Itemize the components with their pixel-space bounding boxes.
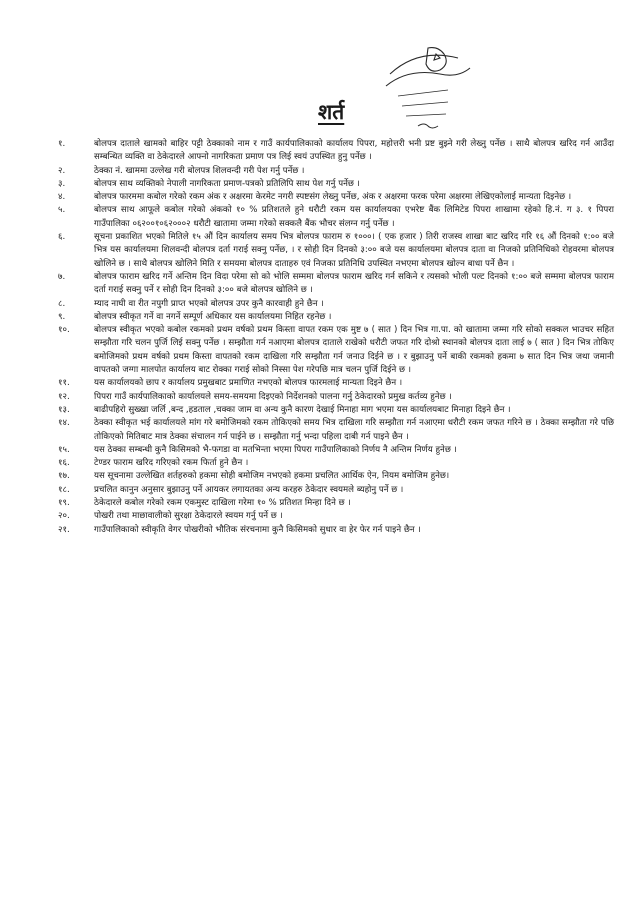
term-text: ठेक्का स्वीकृत भई कार्यालयले मांग गरे बमोजिमको रकम तोकिएको समय भित्र दाखिला गरि सम्झौता गर्न नआएमा धरौटी रकम जफत गरिने छ । ठेक्का सम्झौता गरे पछि तोकिएको मितिबाट मात्र ठेक्का संचालन गर्न पाईने छ । सम्झौता गर्नु भन्दा पहिला दाबी गर्न पाइने छैन । bbox=[94, 418, 614, 442]
term-number: १२. bbox=[58, 391, 70, 402]
term-number: ११. bbox=[58, 378, 70, 389]
term-number: ९. bbox=[58, 311, 66, 322]
term-item bbox=[58, 444, 614, 457]
term-number: २०. bbox=[58, 511, 70, 522]
term-item bbox=[58, 457, 614, 470]
term-item bbox=[58, 470, 614, 483]
term-number: १८. bbox=[58, 484, 70, 495]
term-text: गाउँपालिकाको स्वीकृति वेगर पोखरीको भौतिक संरचनामा कुनै किसिमको सुधार वा हेर फेर गर्न पाइने छैन । bbox=[94, 524, 421, 535]
term-number: १९. bbox=[58, 498, 70, 509]
term-item bbox=[58, 271, 614, 298]
term-item bbox=[58, 324, 614, 377]
term-text: यस कार्यालयको छाप र कार्यालय प्रमुखबाट प्रमाणित नभएको बोलपत्र फारमलाई मान्यता दिइने छैन । bbox=[94, 378, 403, 389]
term-number: १५. bbox=[58, 444, 70, 455]
term-number: २. bbox=[58, 165, 66, 176]
term-number: १६. bbox=[58, 458, 70, 469]
term-text: ठेकेदारले कबोल गरेको रकम एकमुस्ट दाखिला गरेमा १० % प्रतिशत मिन्हा दिने छ । bbox=[94, 498, 351, 509]
term-item bbox=[58, 484, 614, 497]
term-number: ७. bbox=[58, 271, 66, 282]
term-text: बोलपत्र फारममा कबोल गरेको रकम अंक र अक्षरमा केरमेट नगरी स्पष्टसंग लेख्नु पर्नेछ, अंक र अक्षरमा फरक परेमा अक्षरमा लेखिएकोलाई मान्यता दिइनेछ । bbox=[94, 192, 572, 203]
term-item bbox=[58, 204, 614, 231]
term-text: बाढीपहिरो सुख्खा जर्लि ,बन्द ,हडताल ,चक्का जाम वा अन्य कुनै कारण देखाई मिनाहा माग भएमा यस कार्यालयबाट मिनाहा दिइने छैन । bbox=[94, 404, 511, 415]
term-number: १०. bbox=[58, 325, 70, 336]
term-item bbox=[58, 524, 614, 537]
term-number: १३. bbox=[58, 404, 70, 415]
term-item bbox=[58, 311, 614, 324]
term-text: बोलपत्र स्वीकृत गर्ने वा नगर्ने सम्पूर्ण अधिकार यस कार्यालयमा निहित रहनेछ । bbox=[94, 311, 332, 322]
term-number: १४. bbox=[58, 418, 70, 429]
stamp-graphic bbox=[378, 44, 478, 134]
term-text: प्रचलित कानुन अनुसार बुझाउनु पर्ने आयकर लगायतका अन्य करहरु ठेकेदार स्वयमले ब्यहोनु पर्ने छ । bbox=[94, 484, 404, 495]
terms-list bbox=[58, 138, 614, 537]
term-text: यस ठेक्का सम्बन्धी कुनै किसिमको भै-फगडा वा मतभिन्ता भएमा पिपरा गाउँपालिकाको निर्णय नै अन्तिम निर्णय हुनेछ । bbox=[94, 444, 457, 455]
office-stamp bbox=[378, 44, 478, 134]
term-text: बोलपत्र फाराम खरिद गर्ने अन्तिम दिन विदा परेमा सो को भोलि सम्ममा बोलपत्र फाराम खरिद गर्न सकिने र त्यसको भोली पल्ट दिनको १:०० बजे सम्ममा बोलपत्र फाराम दर्ता गराई सक्नु पर्ने र सोही दिन दिनको ३:०० बजे बोलपत्र खोलिने छ । bbox=[94, 271, 614, 296]
term-item bbox=[58, 191, 614, 204]
term-item bbox=[58, 497, 614, 510]
term-text: बोलपत्र दाताले खामको बाहिर पट्टी ठेक्काको नाम र गाउँ कार्यपालिकाको कार्यालय पिपरा, महोत्तरी भनी प्रष्ट बुझ्ने गरी लेख्नु पर्नेछ । साथै बोलपत्र खरिद गर्न आउँदा सम्बन्धित व्यक्ति वा ठेकेदारले आफ्नो नागरिकता प्रमाण पत्र लिई स्वयं उपस्थित हुनु पर्नेछ । bbox=[94, 139, 614, 163]
term-number: ८. bbox=[58, 298, 66, 309]
term-text: बोलपत्र साथ आफूले कबोल गरेको अंकको १० % प्रतिशतले हुने धरौटी रकम यस कार्यालयका एभरेष्ट बैंक लिमिटेड पिपरा शाखामा रहेको हि.नं. ग ३. १ पिपरा गाउँपालिका ०६२००१०६२०००२ धरौटी खातामा जम्मा गरेको सक्कलै बैंक भौचर संलग्न गर्नु पर्नेछ । bbox=[94, 205, 614, 229]
term-item bbox=[58, 510, 614, 523]
term-item bbox=[58, 165, 614, 178]
term-number: ४. bbox=[58, 192, 66, 203]
term-number: ३. bbox=[58, 178, 66, 189]
term-text: पोखरी तथा माछावालीको सुरक्षा ठेकेदारले स्वयम गर्नु पर्ने छ । bbox=[94, 511, 283, 522]
term-text: टेण्डर फाराम खरिद गरिएको रकम फिर्ता हुने छैन । bbox=[94, 458, 249, 469]
term-text: ठेक्का नं. खाममा उल्लेख गरी बोलपत्र शिलवन्दी गरी पेश गर्नु पर्नेछ । bbox=[94, 165, 305, 176]
term-number: १७. bbox=[58, 471, 70, 482]
term-text: म्याद नाघी वा रीत नपुगी प्राप्त भएको बोलपत्र उपर कुनै कारवाही हुने छैन । bbox=[94, 298, 324, 309]
term-number: १. bbox=[58, 139, 66, 149]
term-text: बोलपत्र स्वीकृत भएको कबोल रकमको प्रथम वर्षको प्रथम किस्ता वापत रकम एक मुष्ट ७ ( सात ) दिन भित्र गा.पा. को खातामा जम्मा गरि सोको सक्कल भाउचर सहित सम्झौता गरि चलन पुर्जि लिई सक्नु पर्नेछ । सम्झौता गर्न नआएमा बोलपत्र दाताले राखेको धरौटी जफत गरि दोश्रो स्थानको बोलपत्र दाता लाई ७ ( सात ) दिन भित्र तोकिए बमोजिमको प्रथम वर्षको प्रथम किस्ता वापतको रकम दाखिला गरि सम्झौता गर्न जनाउ दिईने छ । र बुझाउनु पर्ने बाकी रकमको हकमा ७ सात दिन भित्र जथा जमानी वापतको जग्गा मालपोत कार्यालय बाट रोक्का गराई सोको निस्सा पेश गरेपछि मात्र चलन पुर्जि दिईने छ । bbox=[94, 325, 614, 376]
term-item bbox=[58, 298, 614, 311]
term-item bbox=[58, 391, 614, 404]
term-item bbox=[58, 417, 614, 444]
term-item bbox=[58, 138, 614, 165]
term-number: २१. bbox=[58, 524, 70, 535]
term-number: ६. bbox=[58, 232, 66, 243]
page-title: शर्त bbox=[318, 100, 345, 124]
term-item bbox=[58, 178, 614, 191]
term-text: पिपरा गाउँ कार्यपालिकाको कार्यालयले समय-समयमा दिइएको निर्देशनको पालना गर्नु ठेकेदारको प्रमुख कर्तव्य हुनेछ । bbox=[94, 391, 452, 402]
term-number: ५. bbox=[58, 205, 66, 216]
term-item bbox=[58, 404, 614, 417]
term-text: यस सूचनामा उल्लेखित शर्तहरुको हकमा सोही बमोजिम नभएको हकमा प्रचलित आर्थिक ऐन, नियम बमोजिम हुनेछ। bbox=[94, 471, 450, 482]
term-text: बोलपत्र साथ व्यक्तिको नेपाली नागरिकता प्रमाण-पत्रको प्रतिलिपि साथ पेश गर्नु पर्नेछ । bbox=[94, 178, 360, 189]
term-item bbox=[58, 231, 614, 271]
term-text: सूचना प्रकाशित भएको मितिले १५ औं दिन कार्यालय समय भित्र बोलपत्र फाराम रु १०००। ( एक हजार ) तिरी राजस्व शाखा बाट खरिद गरि १६ औं दिनको १:०० बजे भित्र यस कार्यालयमा शिलवन्दी बोलपत्र दर्ता गराई सक्नु पर्नेछ, । र सोही दिन दिनको ३:०० बजे यस कार्यालयमा बोलपत्र दाता वा निजको प्रतिनिधिको रोहवरमा बोलपत्र खोलिने छ । साथै बोलपत्र खोलिने मिति र समयमा बोलपत्र दाताहरु एवं निजका प्रतिनिधि उपस्थित नभएमा बोलपत्र खोल्न बाधा पर्ने छैन । bbox=[94, 232, 614, 269]
term-item bbox=[58, 377, 614, 390]
